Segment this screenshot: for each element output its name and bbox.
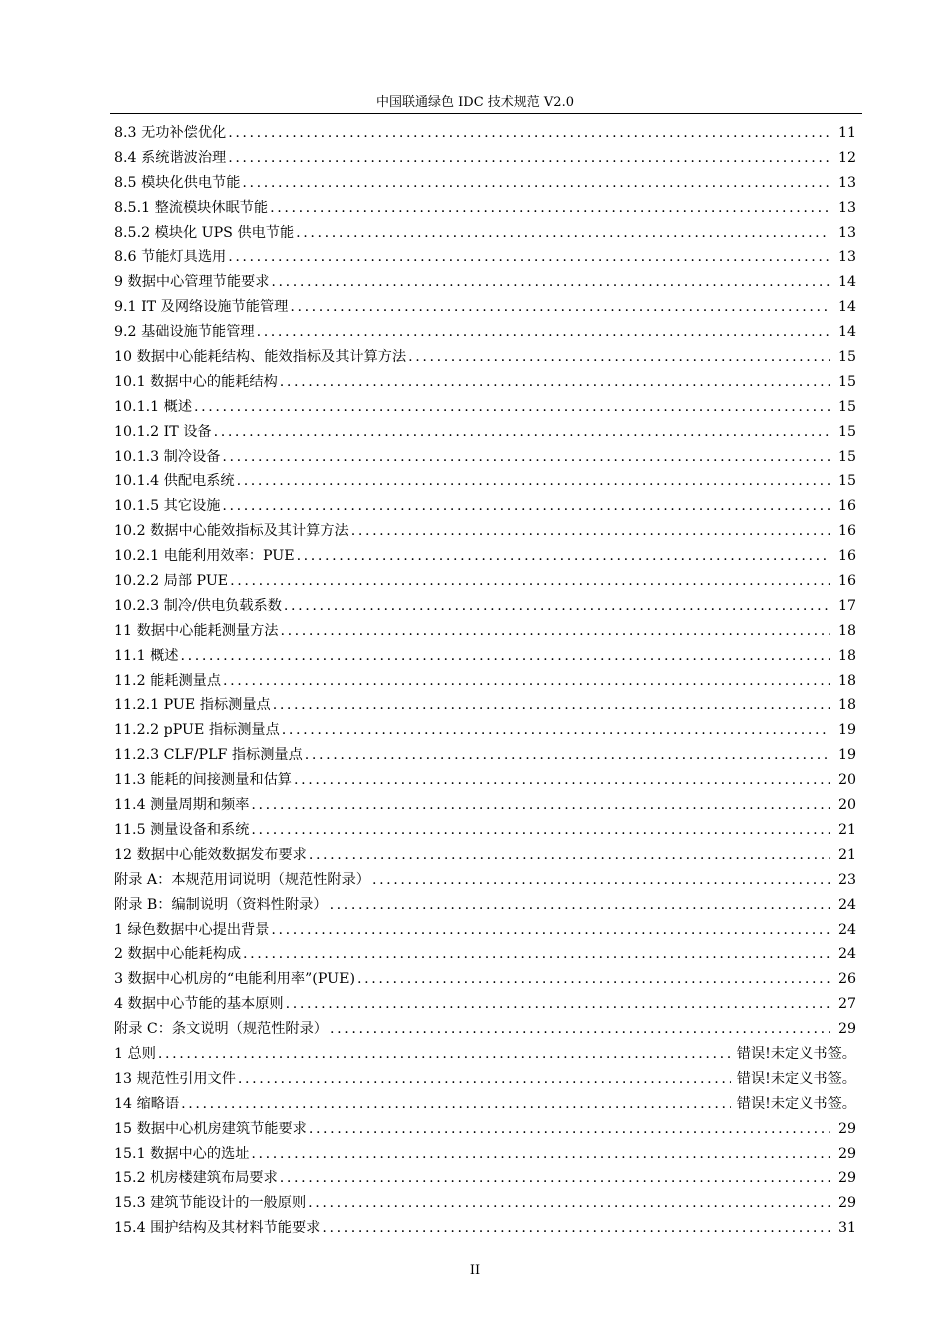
toc-entry-label: 10.1.5 其它设施 <box>114 498 221 515</box>
toc-entry-label: 10.2.2 局部 PUE <box>114 573 229 590</box>
toc-dot-leader <box>308 1191 830 1216</box>
toc-entry[interactable] <box>114 843 856 868</box>
toc-dot-leader <box>223 669 830 694</box>
toc-entry-page: 29 <box>837 1170 856 1187</box>
toc-entry-label: 9.2 基础设施节能管理 <box>114 324 255 341</box>
running-header: 中国联通绿色 IDC 技术规范 V2.0 <box>376 95 574 110</box>
toc-entry[interactable] <box>114 594 856 619</box>
toc-entry-label: 8.5.1 整流模块休眠节能 <box>114 199 269 216</box>
toc-entry[interactable] <box>114 669 856 694</box>
toc-entry-page: 14 <box>837 324 856 341</box>
toc-entry[interactable] <box>114 270 856 295</box>
toc-dot-leader <box>408 345 830 370</box>
toc-entry-page: 16 <box>837 498 856 515</box>
toc-dot-leader <box>273 693 830 718</box>
toc-entry-label: 11.4 测量周期和频率 <box>114 797 250 814</box>
toc-entry-label: 13 规范性引用文件 <box>114 1070 236 1087</box>
toc-entry-label: 10 数据中心能耗结构、能效指标及其计算方法 <box>114 349 407 366</box>
toc-dot-leader <box>280 619 830 644</box>
toc-dot-leader <box>280 1166 830 1191</box>
toc-entry-page: 13 <box>837 174 856 191</box>
toc-entry[interactable] <box>114 171 856 196</box>
toc-entry[interactable] <box>114 644 856 669</box>
toc-dot-leader <box>309 1117 830 1142</box>
toc-entry-page: 13 <box>837 249 856 266</box>
toc-entry-page: 13 <box>837 199 856 216</box>
toc-entry[interactable] <box>114 245 856 270</box>
toc-entry[interactable] <box>114 395 856 420</box>
toc-entry-page: 19 <box>837 722 856 739</box>
toc-entry-page: 29 <box>837 1021 856 1038</box>
toc-entry-label: 10.1.3 制冷设备 <box>114 448 221 465</box>
toc-entry-label: 10.1.1 概述 <box>114 398 193 415</box>
toc-entry-page: 16 <box>837 573 856 590</box>
toc-entry-page: 错误!未定义书签。 <box>736 1045 856 1062</box>
toc-entry-label: 附录 B：编制说明（资料性附录） <box>114 896 328 913</box>
toc-entry-label: 8.5 模块化供电节能 <box>114 174 241 191</box>
toc-entry-label: 15 数据中心机房建筑节能要求 <box>114 1120 307 1137</box>
toc-dot-leader <box>290 295 830 320</box>
toc-entry-label: 15.2 机房楼建筑布局要求 <box>114 1170 278 1187</box>
toc-entry-label: 8.4 系统谐波治理 <box>114 149 227 166</box>
toc-dot-leader <box>270 196 830 221</box>
toc-entry-label: 2 数据中心能耗构成 <box>114 946 242 963</box>
toc-entry[interactable] <box>114 868 856 893</box>
toc-entry-page: 18 <box>837 647 856 664</box>
toc-dot-leader <box>222 445 830 470</box>
toc-entry[interactable] <box>114 1067 856 1092</box>
toc-entry-label: 10.2.1 电能利用效率：PUE <box>114 548 295 565</box>
toc-entry[interactable] <box>114 1042 856 1067</box>
toc-dot-leader <box>330 893 830 918</box>
toc-entry-label: 8.6 节能灯具选用 <box>114 249 227 266</box>
toc-dot-leader <box>158 1042 731 1067</box>
toc-entry-page: 错误!未定义书签。 <box>736 1095 856 1112</box>
toc-entry-label: 15.3 建筑节能设计的一般原则 <box>114 1195 307 1212</box>
toc-dot-leader <box>237 469 830 494</box>
toc-entry-page: 27 <box>837 996 856 1013</box>
toc-entry-label: 11.2.2 pPUE 指标测量点 <box>114 722 280 739</box>
toc-dot-leader <box>296 221 830 246</box>
toc-entry-page: 19 <box>837 747 856 764</box>
toc-entry-label: 1 总则 <box>114 1045 156 1062</box>
toc-entry-page: 17 <box>837 597 856 614</box>
toc-entry[interactable] <box>114 1166 856 1191</box>
toc-entry[interactable] <box>114 967 856 992</box>
toc-entry-page: 24 <box>837 946 856 963</box>
table-of-contents <box>114 121 856 1241</box>
toc-entry-page: 12 <box>837 149 856 166</box>
toc-entry-label: 15.1 数据中心的选址 <box>114 1145 250 1162</box>
toc-dot-leader <box>230 569 830 594</box>
toc-dot-leader <box>257 320 830 345</box>
toc-entry-label: 12 数据中心能效数据发布要求 <box>114 846 307 863</box>
toc-entry-page: 15 <box>837 423 856 440</box>
toc-entry-label: 10.1.2 IT 设备 <box>114 423 212 440</box>
toc-entry[interactable] <box>114 494 856 519</box>
toc-entry-page: 24 <box>837 896 856 913</box>
toc-dot-leader <box>282 718 830 743</box>
toc-dot-leader <box>180 644 830 669</box>
toc-entry[interactable] <box>114 121 856 146</box>
header-rule <box>110 113 862 114</box>
toc-dot-leader <box>243 942 830 967</box>
toc-dot-leader <box>228 121 830 146</box>
toc-entry-label: 11.5 测量设备和系统 <box>114 821 250 838</box>
toc-entry-label: 11.1 概述 <box>114 647 179 664</box>
toc-entry[interactable] <box>114 569 856 594</box>
toc-dot-leader <box>181 1092 731 1117</box>
toc-entry-page: 11 <box>837 125 856 141</box>
toc-entry-label: 4 数据中心节能的基本原则 <box>114 996 284 1013</box>
toc-entry-label: 3 数据中心机房的“电能利用率”(PUE) <box>114 971 355 988</box>
toc-entry-page: 20 <box>837 797 856 814</box>
toc-entry-label: 10.1 数据中心的能耗结构 <box>114 373 278 390</box>
toc-dot-leader <box>309 843 830 868</box>
toc-dot-leader <box>305 743 830 768</box>
toc-entry[interactable] <box>114 893 856 918</box>
toc-entry-label: 9.1 IT 及网络设施节能管理 <box>114 299 289 316</box>
toc-entry-label: 11 数据中心能耗测量方法 <box>114 622 279 639</box>
toc-entry-page: 21 <box>837 821 856 838</box>
toc-entry[interactable] <box>114 1017 856 1042</box>
toc-dot-leader <box>280 370 830 395</box>
toc-entry[interactable] <box>114 1092 856 1117</box>
toc-dot-leader <box>228 146 830 171</box>
toc-entry[interactable] <box>114 743 856 768</box>
toc-dot-leader <box>214 420 830 445</box>
toc-entry-label: 11.3 能耗的间接测量和估算 <box>114 772 292 789</box>
toc-entry-page: 29 <box>837 1195 856 1212</box>
toc-entry-label: 11.2.3 CLF/PLF 指标测量点 <box>114 747 303 764</box>
page-number: II <box>469 1263 481 1278</box>
toc-entry-page: 20 <box>837 772 856 789</box>
toc-dot-leader <box>294 768 830 793</box>
toc-entry[interactable] <box>114 1117 856 1142</box>
toc-entry[interactable] <box>114 942 856 967</box>
toc-dot-leader <box>271 270 830 295</box>
toc-dot-leader <box>322 1216 830 1241</box>
toc-entry[interactable] <box>114 768 856 793</box>
toc-entry-page: 13 <box>837 224 856 241</box>
toc-entry-page: 21 <box>837 846 856 863</box>
toc-entry-label: 11.2 能耗测量点 <box>114 672 222 689</box>
toc-entry[interactable] <box>114 420 856 445</box>
toc-dot-leader <box>330 1017 830 1042</box>
toc-entry[interactable] <box>114 196 856 221</box>
toc-entry[interactable] <box>114 469 856 494</box>
toc-entry-label: 附录 A：本规范用词说明（规范性附录） <box>114 871 370 888</box>
toc-entry[interactable] <box>114 619 856 644</box>
toc-entry-page: 15 <box>837 349 856 366</box>
toc-entry-label: 10.1.4 供配电系统 <box>114 473 235 490</box>
toc-dot-leader <box>238 1067 731 1092</box>
toc-entry-page: 29 <box>837 1145 856 1162</box>
toc-entry-page: 18 <box>837 672 856 689</box>
toc-entry[interactable] <box>114 295 856 320</box>
toc-entry[interactable] <box>114 718 856 743</box>
toc-entry[interactable] <box>114 221 856 246</box>
toc-entry-page: 14 <box>837 299 856 316</box>
toc-dot-leader <box>251 1142 830 1167</box>
toc-dot-leader <box>284 594 830 619</box>
toc-entry[interactable] <box>114 345 856 370</box>
toc-entry[interactable] <box>114 818 856 843</box>
toc-entry-page: 15 <box>837 398 856 415</box>
toc-dot-leader <box>357 967 830 992</box>
toc-entry-page: 18 <box>837 697 856 714</box>
toc-entry-label: 8.3 无功补偿优化 <box>114 125 227 141</box>
toc-entry[interactable] <box>114 320 856 345</box>
toc-entry-page: 26 <box>837 971 856 988</box>
toc-entry[interactable] <box>114 793 856 818</box>
toc-dot-leader <box>251 793 830 818</box>
toc-entry-page: 16 <box>837 548 856 565</box>
toc-entry-page: 23 <box>837 871 856 888</box>
toc-entry-label: 10.2.3 制冷/供电负载系数 <box>114 597 282 614</box>
toc-entry-page: 14 <box>837 274 856 291</box>
toc-dot-leader <box>271 918 830 943</box>
toc-entry[interactable] <box>114 1191 856 1216</box>
toc-entry-page: 15 <box>837 448 856 465</box>
toc-entry-label: 14 缩略语 <box>114 1095 180 1112</box>
toc-dot-leader <box>242 171 830 196</box>
toc-entry-page: 15 <box>837 373 856 390</box>
toc-entry-label: 10.2 数据中心能效指标及其计算方法 <box>114 523 349 540</box>
toc-entry[interactable] <box>114 146 856 171</box>
toc-entry-label: 1 绿色数据中心提出背景 <box>114 921 270 938</box>
toc-entry-page: 18 <box>837 622 856 639</box>
toc-dot-leader <box>286 992 830 1017</box>
toc-dot-leader <box>194 395 830 420</box>
toc-entry[interactable] <box>114 370 856 395</box>
toc-entry-label: 15.4 围护结构及其材料节能要求 <box>114 1220 321 1237</box>
toc-entry-label: 9 数据中心管理节能要求 <box>114 274 270 291</box>
toc-entry[interactable] <box>114 693 856 718</box>
toc-entry-label: 附录 C：条文说明（规范性附录） <box>114 1021 328 1038</box>
toc-dot-leader <box>351 519 830 544</box>
toc-entry-page: 错误!未定义书签。 <box>736 1070 856 1087</box>
toc-dot-leader <box>228 245 830 270</box>
toc-entry-page: 31 <box>837 1220 856 1237</box>
toc-dot-leader <box>251 818 830 843</box>
toc-entry[interactable] <box>114 918 856 943</box>
toc-entry-page: 16 <box>837 523 856 540</box>
toc-entry-label: 8.5.2 模块化 UPS 供电节能 <box>114 224 295 241</box>
toc-entry-page: 15 <box>837 473 856 490</box>
toc-entry[interactable] <box>114 519 856 544</box>
toc-dot-leader <box>372 868 830 893</box>
toc-entry[interactable] <box>114 544 856 569</box>
toc-dot-leader <box>222 494 830 519</box>
toc-dot-leader <box>297 544 830 569</box>
toc-entry-label: 11.2.1 PUE 指标测量点 <box>114 697 271 714</box>
toc-entry[interactable] <box>114 1216 856 1241</box>
toc-entry-page: 24 <box>837 921 856 938</box>
toc-entry[interactable] <box>114 1142 856 1167</box>
toc-entry[interactable] <box>114 445 856 470</box>
toc-entry-page: 29 <box>837 1120 856 1137</box>
toc-entry[interactable] <box>114 992 856 1017</box>
